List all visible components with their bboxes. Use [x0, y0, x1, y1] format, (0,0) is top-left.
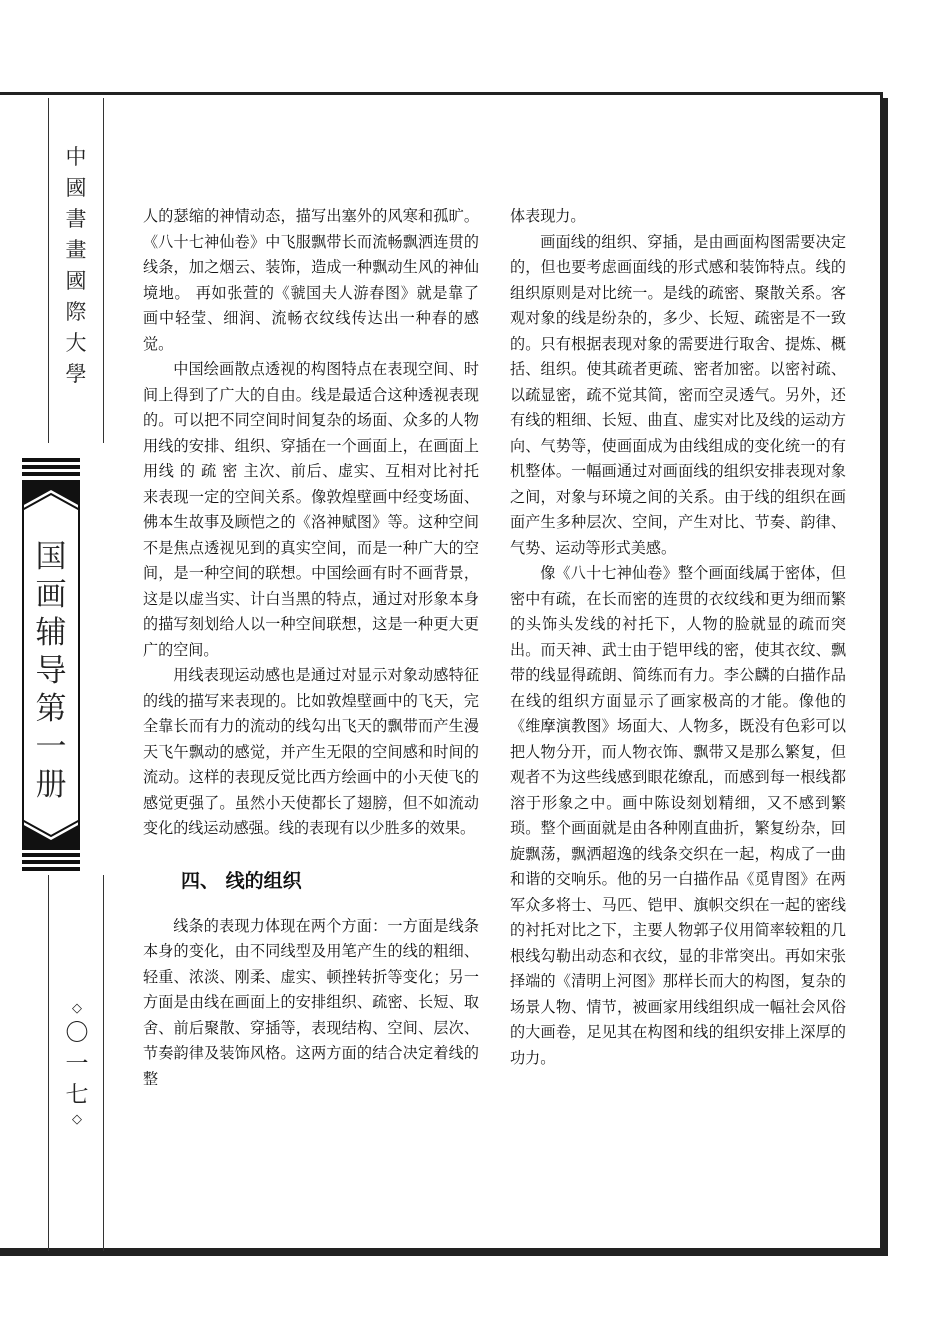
page-number [62, 1000, 92, 1129]
frame-shadow-bottom [0, 1251, 887, 1256]
paragraph: 中国绘画散点透视的构图特点在表现空间、时间上得到了广大的自由。线是最适合这种透视表现的。可以把不同空间时间复杂的场面、众多的人物用线的安排、组织、穿插在一个画面上，在画面上用线 的 疏 密 主次、前后、虚实、互相对比衬托来表现一定的空间关系。像敦煌壁画中经变场面、佛本生故事及顾恺之的《洛神赋图》等。这种空间不是焦点透视见到的真实空间，而是一种广大的空间，是一种空间的联想。中国绘画有时不画背景，这是以虚当实、计白当黑的特点，通过对形象本身的描写刻划给人以一种空间联想，这是一种更大更广的空间。 [143, 360, 479, 659]
sidebar-title-char: 中 [65, 145, 87, 169]
sidebar-title-char: 學 [65, 362, 87, 386]
banner-title [24, 538, 78, 804]
banner-char: 第 [35, 691, 67, 727]
diamond-icon: ◇ [72, 1001, 82, 1016]
paragraph: 用线表现运动感也是通过对显示对象动感特征的线的描写来表现的。比如敦煌壁画中的飞天，完全靠长而有力的流动的线勾出飞天的飘带而产生漫天飞午飘动的感觉，并产生无限的空间感和时间的流动。这样的表现反觉比西方绘画中的小天使飞的感觉更强了。虽然小天使都长了翅膀，但不如流动变化的线运动感强。线的表现有以少胜多的效果。 [143, 666, 479, 837]
paragraph: 人的瑟缩的神情动态，描写出塞外的风寒和孤旷。《八十七神仙卷》中飞服飘带长而流畅飘洒连贯的线条，加之烟云、装饰，造成一种飘动生风的神仙境地。 再如张萱的《虢国夫人游春图》就是靠了画中轻莹、细润、流畅衣纹线传达出一种春的感觉。 [143, 207, 479, 353]
banner-panel [22, 486, 80, 838]
sidebar-rule-bottom-left [48, 875, 49, 1251]
banner-char: 册 [35, 767, 67, 803]
banner-char: 一 [35, 729, 67, 765]
banner-char: 国 [35, 539, 67, 575]
banner-char: 导 [35, 653, 67, 689]
left-column [143, 204, 479, 1092]
diamond-icon: ◇ [72, 1112, 82, 1127]
banner-char: 画 [35, 577, 67, 613]
frame-shadow-right [883, 98, 888, 1256]
page-digit: 一 [65, 1051, 89, 1077]
sidebar-title-char: 國 [65, 176, 87, 200]
paragraph: 体表现力。 [510, 207, 586, 225]
sidebar-title [54, 142, 98, 390]
sidebar-rule-top-right [103, 98, 104, 443]
page-digit: 七 [65, 1082, 89, 1108]
paragraph: 线条的表现力体现在两个方面：一方面是线条本身的变化，由不同线型及用笔产生的线的粗细、轻重、浓淡、刚柔、虚实、顿挫转折等变化；另一方面是由线在画面上的安排组织、疏密、长短、取舍、前后聚散、穿插等，表现结构、空间、层次、节奏韵律及装饰风格。这两方面的结合决定着线的整 [143, 916, 479, 1088]
banner-bottom-bars [22, 853, 80, 874]
sidebar-title-char: 際 [65, 300, 87, 324]
banner-bottom-ornament [22, 810, 80, 850]
sidebar-title-char: 畫 [65, 238, 87, 262]
sidebar-rule-bottom-right [103, 875, 104, 1251]
sidebar-title-char: 大 [65, 331, 87, 355]
section-heading: 四、 线的组织 [181, 869, 302, 892]
banner-char: 辅 [35, 615, 67, 651]
right-column [510, 204, 846, 1071]
paragraph: 画面线的组织、穿插，是由画面构图需要决定的，但也要考虑画面线的形式感和装饰特点。线的组织原则是对比统一。是线的疏密、聚散关系。客观对象的线是纷杂的，多少、长短、疏密是不一致的。只有根据表现对象的需要进行取舍、提炼、概括、组织。使其疏者更疏、密者加密。以密衬疏、以疏显密，疏不觉其简，密而空灵透气。另外，还有线的粗细、长短、曲直、虚实对比及线的运动方向、气势等，使画面成为由线组成的变化统一的有机整体。一幅画通过对画面线的组织安排表现对象之间，对象与环境之间的关系。由于线的组织在画面产生多种层次、空间，产生对比、节奏、韵律、气势、运动等形式美感。 [510, 232, 846, 557]
sidebar-title-char: 國 [65, 269, 87, 293]
paragraph: 像《八十七神仙卷》整个画面线属于密体，但密中有疏，在长而密的连贯的衣纹线和更为细而繁的头饰头发线的衬托下，人物的脸就显的疏而突出。而天神、武士由于铠甲线的密，使其衣纹、飘带的线显得疏朗、简练而有力。李公麟的白描作品在线的组织方面显示了画家极高的才能。像他的《维摩演教图》场面大、人物多，既没有色彩可以把人物分开，而人物衣饰、飘带又是那么繁复，但观者不为这些线感到眼花缭乱，而感到每一根线都溶于形象之中。画中陈设刻划精细，又不感到繁琐。整个画面就是由各种刚直曲折，繁复纷杂，回旋飘荡，飘洒超逸的线条交织在一起，构成了一曲和谐的交响乐。他的另一白描作品《觅胄图》在两军众多将士、马匹、铠甲、旗帜交织在一起的密线的衬托对比之下，主要人物郭子仪用简率较粗的几根线勾勒出动态和衣纹，显的非常突出。再如宋张择端的《清明上河图》那样长而大的构图，复杂的场景人物、情节，被画家用线组织成一幅社会风俗的大画卷，足见其在构图和线的组织安排上深厚的功力。 [510, 564, 846, 1067]
sidebar-title-char: 書 [65, 207, 87, 231]
sidebar-rule-top-left [48, 98, 49, 443]
page-digit: 〇 [65, 1020, 89, 1046]
banner-top-bars [22, 458, 80, 479]
